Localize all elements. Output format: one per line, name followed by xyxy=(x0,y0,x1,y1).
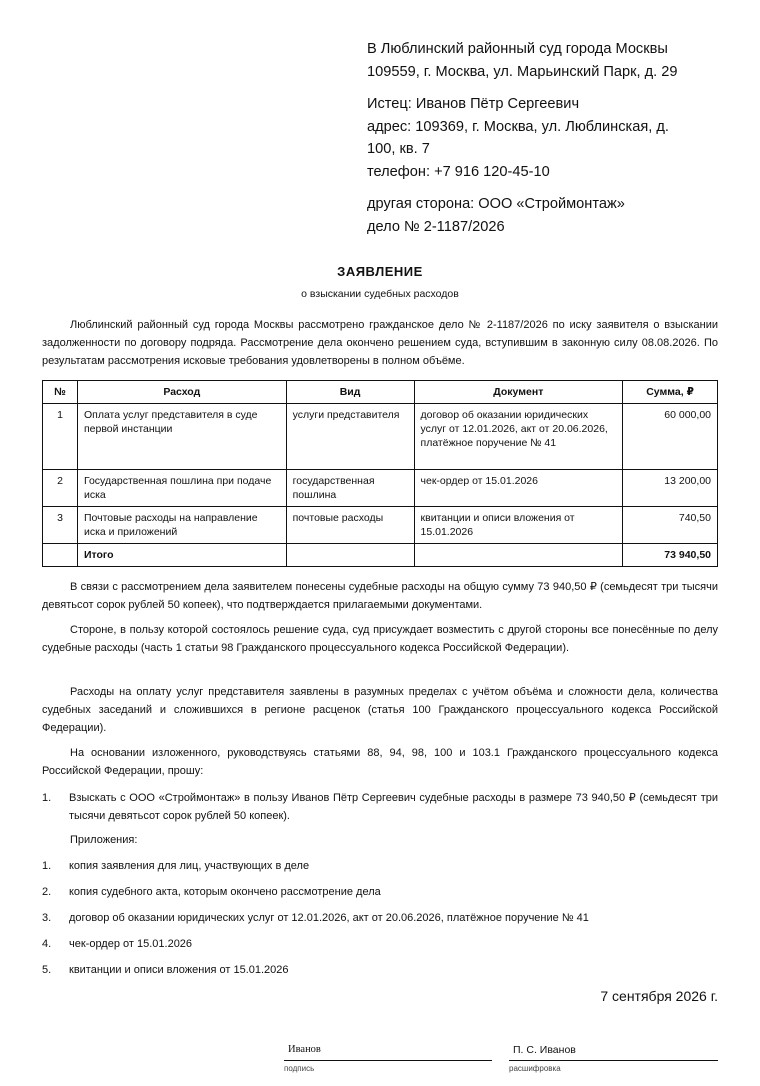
attachment-text: чек-ордер от 15.01.2026 xyxy=(69,938,193,950)
row-sum: 740,50 xyxy=(623,507,718,544)
expenses-paragraph: В связи с рассмотрением дела заявителем понесены судебные расходы на общую сумму 73 940,50 ₽ (семьдесят три тысячи девятьсот сорок рублей 50 копеек), что подтверждается прилагаемыми документами. xyxy=(42,581,718,611)
signature-field xyxy=(284,1044,492,1073)
total-document-cell xyxy=(414,544,623,567)
col-header-number: № xyxy=(43,381,78,404)
table-row xyxy=(43,470,718,507)
case-number: дело № 2-1187/2026 xyxy=(367,218,505,235)
plaintiff-address-1: адрес: 109369, г. Москва, ул. Люблинская, д. xyxy=(367,118,669,135)
case-block xyxy=(367,193,717,238)
row-sum: 60 000,00 xyxy=(623,404,718,470)
plaintiff-name: Истец: Иванов Пётр Сергеевич xyxy=(367,96,580,112)
list-item xyxy=(42,909,718,927)
row-number: 1 xyxy=(43,404,78,470)
signature-caption: подпись xyxy=(284,1064,315,1073)
row-number: 3 xyxy=(43,507,78,544)
signature-decode-caption: расшифровка xyxy=(509,1064,561,1073)
document-date: 7 сентября 2026 г. xyxy=(600,988,718,1004)
col-header-kind: Вид xyxy=(286,381,414,404)
row-document: чек-ордер от 15.01.2026 xyxy=(414,470,623,507)
court-block xyxy=(367,38,717,83)
row-number: 2 xyxy=(43,470,78,507)
court-address: 109559, г. Москва, ул. Марьинский Парк, д. 29 xyxy=(367,63,678,80)
attachment-text: копия судебного акта, которым окончено рассмотрение дела xyxy=(69,886,381,898)
signature-decode-field xyxy=(509,1044,718,1073)
row-expense: Государственная пошлина при подаче иска xyxy=(77,470,286,507)
list-item xyxy=(42,883,718,901)
reasonableness-paragraph: Расходы на оплату услуг представителя заявлены в разумных пределах с учётом объёма и сложности дела, количества судебных заседаний и сложившихся в регионе расценок (статья 100 Гражданского процессуального кодекса Российской Федерации). xyxy=(42,686,718,734)
col-header-document: Документ xyxy=(414,381,623,404)
document-title: ЗАЯВЛЕНИЕ xyxy=(337,264,423,279)
total-sum: 73 940,50 xyxy=(623,544,718,567)
row-sum: 13 200,00 xyxy=(623,470,718,507)
request-item xyxy=(42,789,718,825)
signature-decode-value: П. С. Иванов xyxy=(509,1044,718,1061)
total-label: Итого xyxy=(77,544,286,567)
expenses-table xyxy=(42,380,718,567)
attachment-text: квитанции и описи вложения от 15.01.2026 xyxy=(69,964,289,976)
attachment-number: 3. xyxy=(42,912,52,924)
request-number: 1. xyxy=(42,792,52,804)
attachment-number: 4. xyxy=(42,938,52,950)
total-number-cell xyxy=(43,544,78,567)
col-header-sum: Сумма, ₽ xyxy=(623,381,718,404)
request-text: Взыскать с ООО «Строймонтаж» в пользу Иванов Пётр Сергеевич судебные расходы в размере 73 940,50 ₽ (семьдесят три тысячи девятьсот сорок рублей 50 копеек). xyxy=(69,792,718,822)
attachment-number: 5. xyxy=(42,964,52,976)
table-total-row xyxy=(43,544,718,567)
attachments-title: Приложения: xyxy=(70,834,138,846)
table-row xyxy=(43,404,718,470)
plaintiff-block xyxy=(367,93,717,183)
row-expense: Оплата услуг представителя в суде первой инстанции xyxy=(77,404,286,470)
request-intro-paragraph: На основании изложенного, руководствуясь статьями 88, 94, 98, 100 и 103.1 Гражданского процессуального кодекса Российской Федерации, прошу: xyxy=(42,747,718,777)
row-document: квитанции и описи вложения от 15.01.2026 xyxy=(414,507,623,544)
attachment-text: копия заявления для лиц, участвующих в деле xyxy=(69,860,310,872)
attachment-number: 1. xyxy=(42,860,52,872)
document-subtitle: о взыскании судебных расходов xyxy=(301,288,459,300)
list-item xyxy=(42,857,718,875)
other-party: другая сторона: ООО «Строймонтаж» xyxy=(367,196,625,212)
plaintiff-phone: телефон: +7 916 120-45-10 xyxy=(367,163,550,180)
row-kind: государственная пошлина xyxy=(286,470,414,507)
court-name: В Люблинский районный суд города Москвы xyxy=(367,41,668,57)
plaintiff-address-2: 100, кв. 7 xyxy=(367,141,430,157)
list-item xyxy=(42,935,718,953)
row-kind: почтовые расходы xyxy=(286,507,414,544)
row-kind: услуги представителя xyxy=(286,404,414,470)
attachment-number: 2. xyxy=(42,886,52,898)
list-item xyxy=(42,961,718,979)
signature-value: Иванов xyxy=(284,1044,492,1061)
attachment-text: договор об оказании юридических услуг от 12.01.2026, акт от 20.06.2026, платёжное поручение № 41 xyxy=(69,912,589,924)
row-expense: Почтовые расходы на направление иска и приложений xyxy=(77,507,286,544)
total-kind-cell xyxy=(286,544,414,567)
legal-basis-paragraph: Стороне, в пользу которой состоялось решение суда, суд присуждает возместить с другой стороны все понесённые по делу судебные расходы (часть 1 статьи 98 Гражданского процессуального кодекса Российской Федерации). xyxy=(42,624,718,654)
row-document: договор об оказании юридических услуг от 12.01.2026, акт от 20.06.2026, платёжное поручение № 41 xyxy=(414,404,623,470)
col-header-expense: Расход xyxy=(77,381,286,404)
table-header-row xyxy=(43,381,718,404)
intro-paragraph: Люблинский районный суд города Москвы рассмотрено гражданское дело № 2-1187/2026 по иску заявителя о взыскании задолженности по договору подряда. Рассмотрение дела окончено решением суда, вступившим в законную силу 08.08.2026. По результатам рассмотрения исковые требования удовлетворены в полном объёме. xyxy=(42,319,718,367)
table-row xyxy=(43,507,718,544)
addressee-block xyxy=(367,38,717,248)
